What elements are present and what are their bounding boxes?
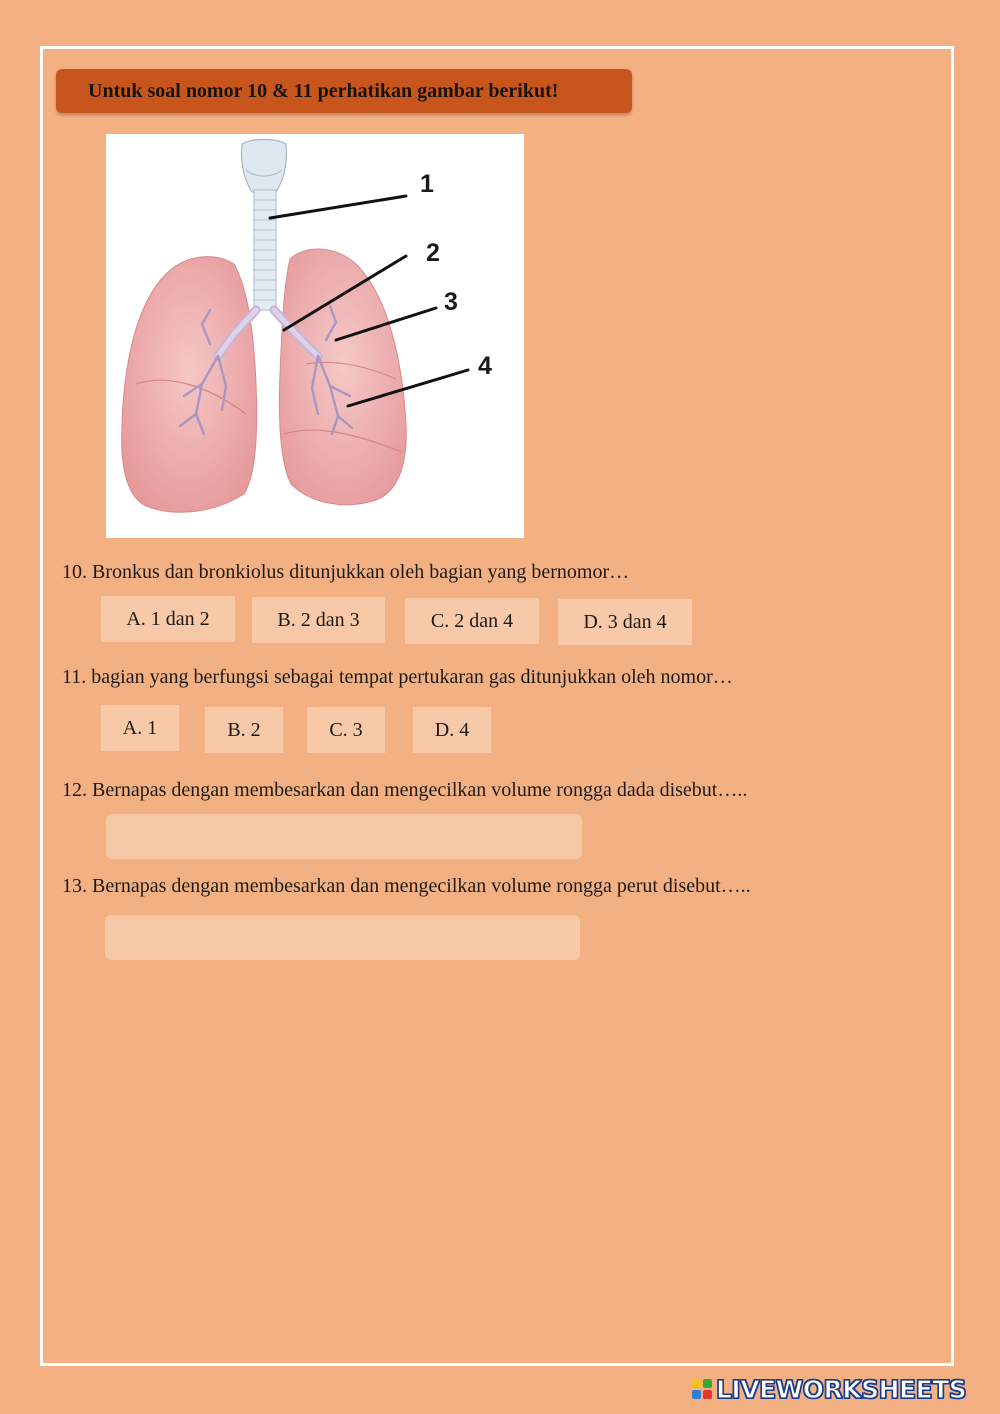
q11-option-c[interactable]: C. 3 [307,707,385,753]
q13-answer-input[interactable] [105,915,580,960]
liveworksheets-logo [692,1374,966,1404]
logo-square-yellow [692,1379,701,1388]
question-13: 13. Bernapas dengan membesarkan dan mengecilkan volume rongga perut disebut….. [62,875,751,897]
q12-answer-input[interactable] [106,814,582,859]
lungs-diagram [106,134,524,538]
q10-option-b[interactable]: B. 2 dan 3 [252,597,385,643]
label-3: 3 [444,288,458,316]
q10-option-a[interactable]: A. 1 dan 2 [101,596,235,642]
lungs-figure [106,134,524,538]
label-4: 4 [478,352,492,380]
logo-mark-icon [692,1379,712,1399]
label-1: 1 [420,170,434,198]
logo-square-red [703,1390,712,1399]
question-11: 11. bagian yang berfungsi sebagai tempat pertukaran gas ditunjukkan oleh nomor… [62,666,733,688]
q11-option-a[interactable]: A. 1 [101,705,179,751]
question-10: 10. Bronkus dan bronkiolus ditunjukkan oleh bagian yang bernomor… [62,561,630,583]
right-lung [279,249,406,505]
larynx [241,140,286,193]
q10-option-d[interactable]: D. 3 dan 4 [558,599,692,645]
label-2: 2 [426,239,440,267]
q11-option-b[interactable]: B. 2 [205,707,283,753]
instruction-banner: Untuk soal nomor 10 & 11 perhatikan gambar berikut! [56,69,632,113]
logo-square-green [703,1379,712,1388]
question-12: 12. Bernapas dengan membesarkan dan mengecilkan volume rongga dada disebut….. [62,779,748,801]
logo-square-blue [692,1390,701,1399]
logo-text: LIVEWORKSHEETS [716,1374,967,1404]
q11-option-d[interactable]: D. 4 [413,707,491,753]
q10-option-c[interactable]: C. 2 dan 4 [405,598,539,644]
